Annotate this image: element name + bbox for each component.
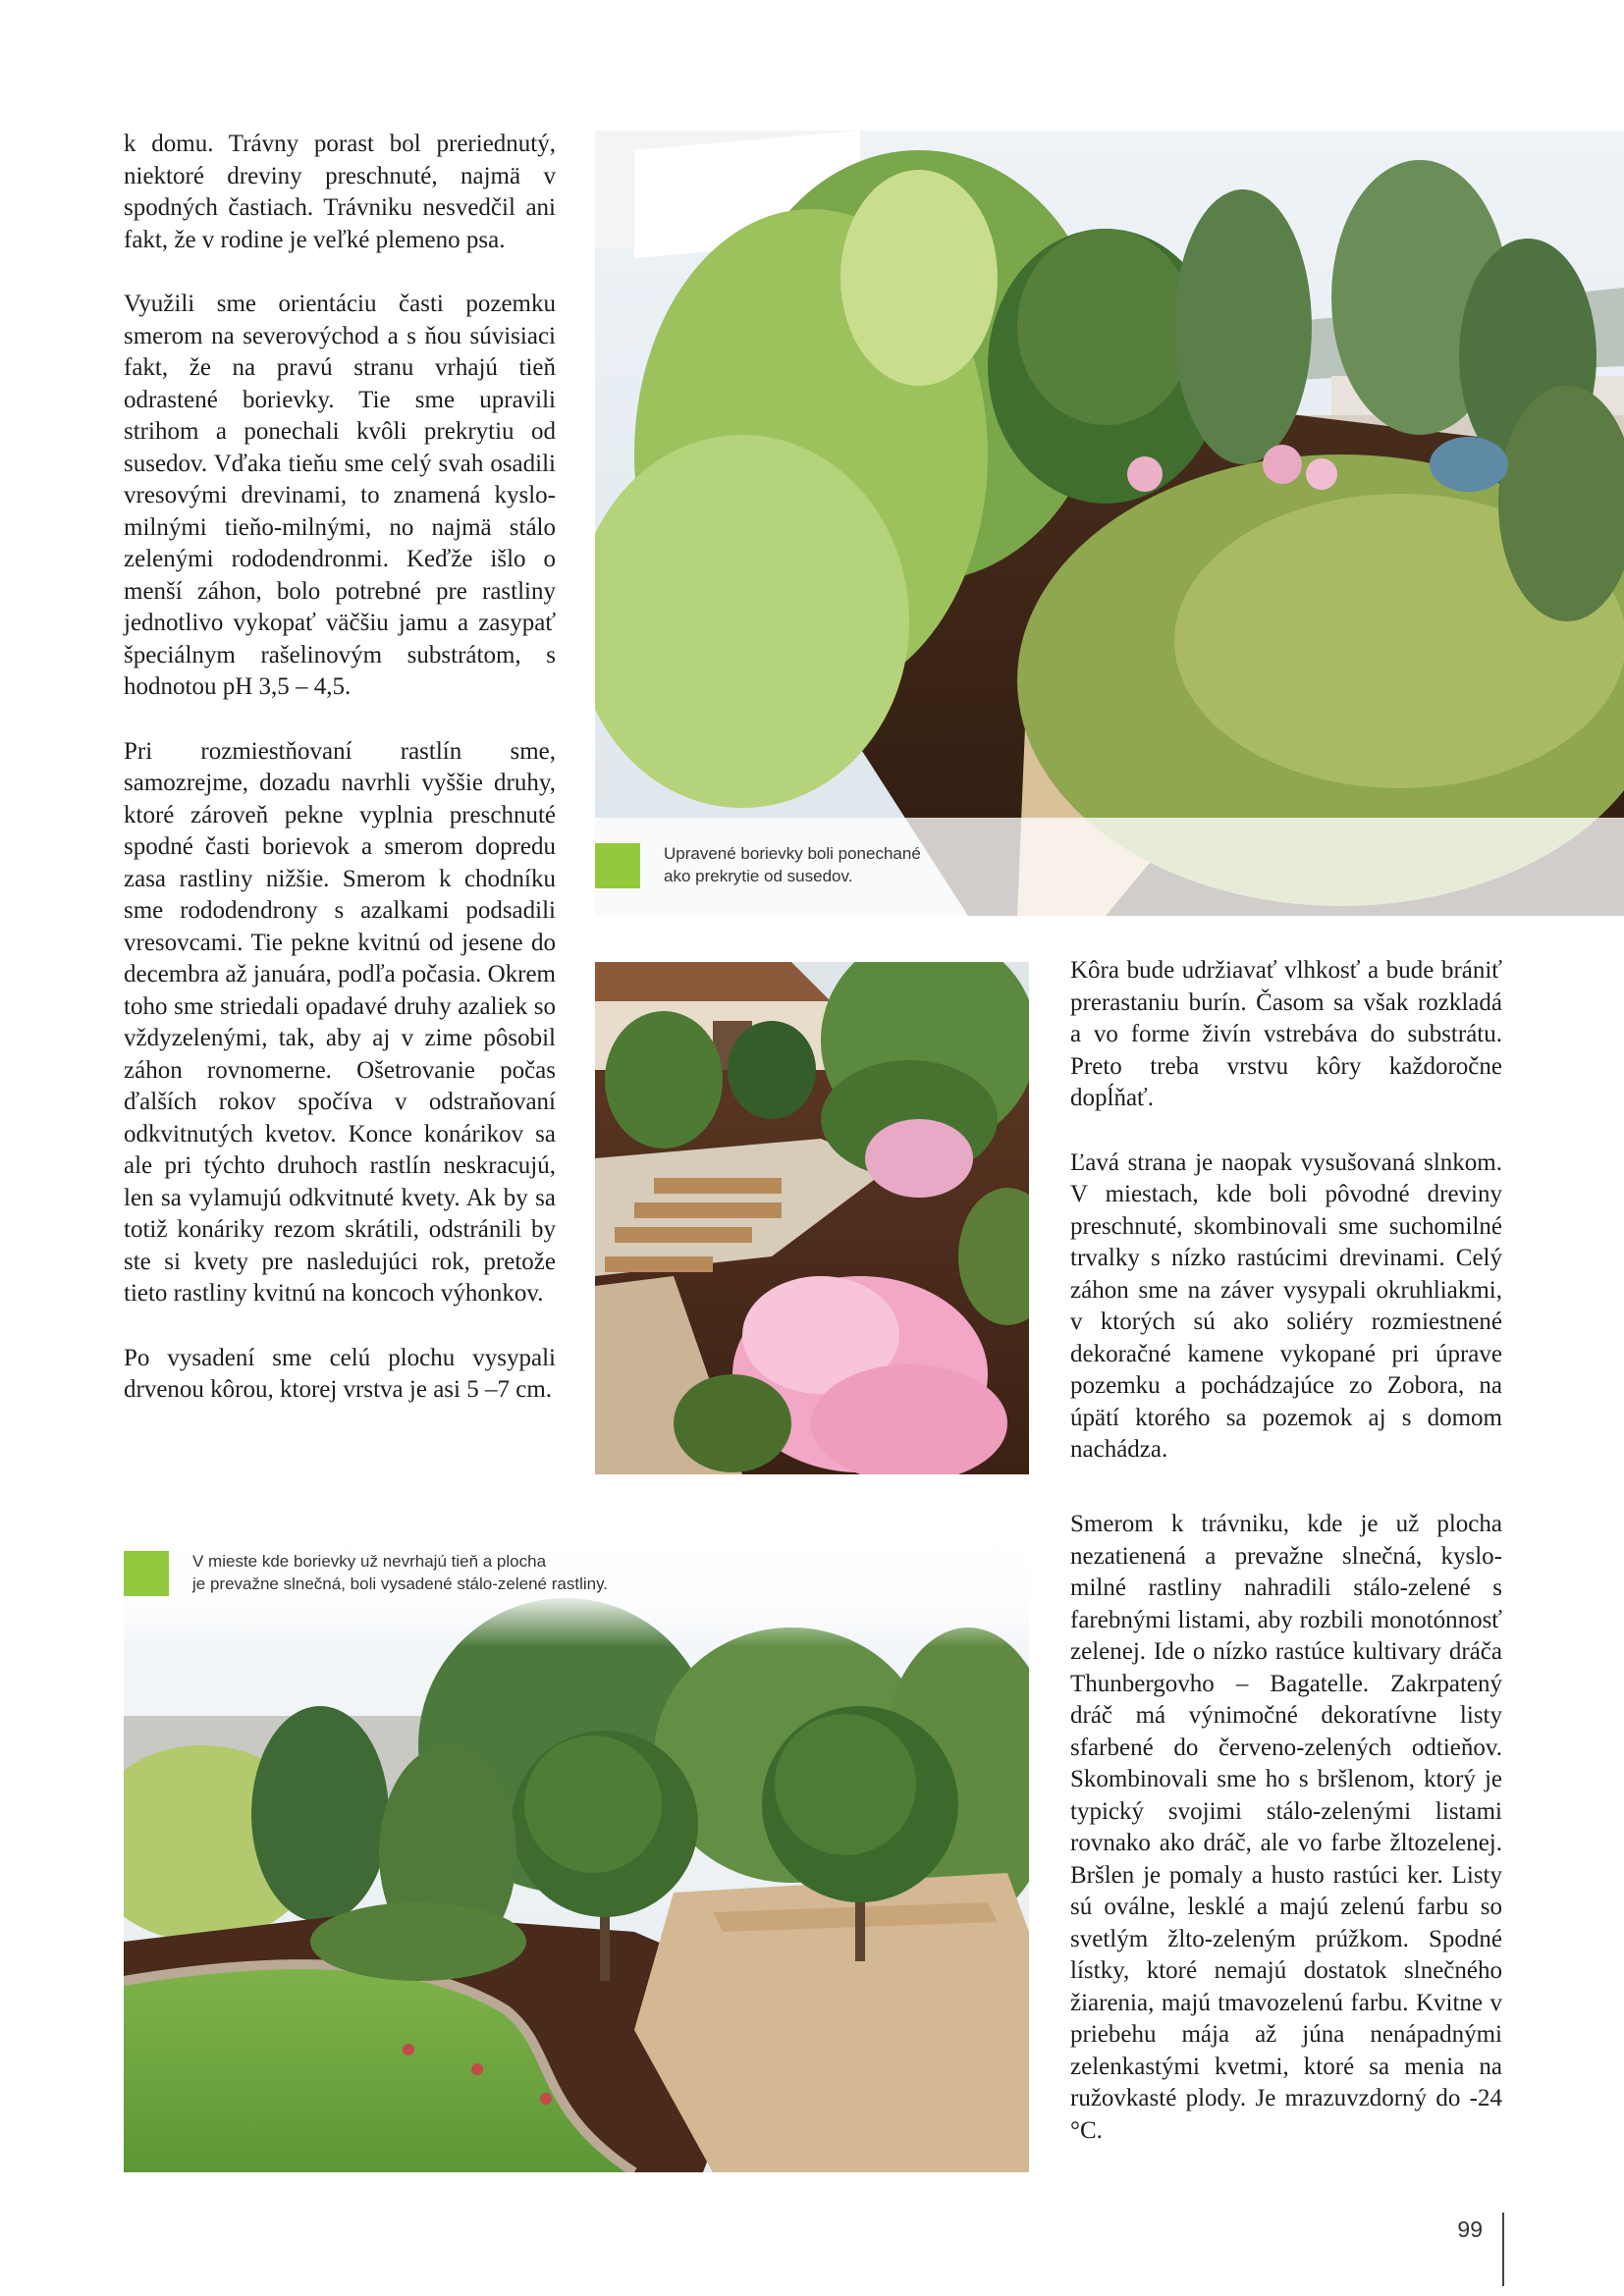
caption-marker (124, 1551, 169, 1596)
caption-text: Upravené borievky boli ponechané ako prekrytie od susedov. (664, 844, 921, 885)
paragraph: Využili sme orientáciu časti pozemku smerom na severovýchod a s ňou súvisiaci fakt, že na pravú stranu vrhajú tieň odrastené borievky. Tie sme upravili strihom a ponechali kvôli prekrytiu od susedov. Vďaka tieňu sme celý svah osadili vresovými drevinami, to znamená kyslo-milnými tieňo-milnými, no najmä stálo zelenými rododendronmi. Keďže išlo o menší záhon, bolo potrebné pre rastliny jednotlivo vykopať väčšiu jamu a zasypať špeciálnym rašelinovým substrátom, s hodnotou pH 3,5 – 4,5. (124, 291, 556, 700)
photo-caption (595, 818, 1624, 916)
photo-caption (124, 1520, 1029, 1647)
caption-marker (595, 843, 640, 888)
right-text-column-bottom (1070, 1509, 1502, 2147)
garden-photo-junipers (595, 131, 1624, 916)
paragraph: Pri rozmiestňovaní rastlín sme, samozrejme, dozadu navrhli vyššie druhy, ktoré zároveň pekne vyplnia preschnuté spodné časti borievok a smerom dopredu zasa rastliny nižšie. Smerom k chodníku sme rododendrony s azalkami podsadili vresovcami. Tie pekne kvitnú od jesene do decembra až januára, podľa počasia. Okrem toho sme striedali opadavé druhy azaliek so vždyzelenými, tak, aby aj v zime pôsobil záhon rovnomerne. Ošetrovanie počas ďalších rokov spočíva v odstraňovaní odkvitnutých kvetov. Konce konárikov sa ale pri týchto druhoch rastlín neskracujú, len sa vylamujú odkvitnuté kvety. Ak by sa totiž konáriky rezom skrátili, odstránili by ste si kvety pre nasledujúci rok, pretože tieto rastliny kvitnú na koncoch výhonkov. (124, 737, 556, 1307)
right-text-column-top (1070, 955, 1502, 1467)
garden-photo-rhododendron (595, 962, 1029, 1474)
left-text-column (124, 129, 556, 1407)
caption-text: V mieste kde borievky už nevrhajú tieň a plocha je prevažne slnečná, boli vysadené stálo-zelené rastliny. (192, 1552, 609, 1593)
page-number-divider (1502, 2213, 1504, 2286)
paragraph: Smerom k trávniku, kde je už plocha nezatienená a prevažne slnečná, kyslo-milné rastliny nahradili stálo-zelené s farebnými listami, aby rozbili monotónnosť zelenej. Ide o nízko rastúce kultivary dráča Thunbergovho – Bagatelle. Zakrpatený dráč má výnimočné dekoratívne listy sfarbené do červeno-zelených odtieňov. Skombinovali sme ho s bršlenom, ktorý je typický svojimi stálo-zelenými listami rovnako ako dráč, ale vo farbe žltozelenej. Bršlen je pomaly a husto rastúci ker. Listy sú oválne, lesklé a majú zelenú farbu so svetlým žlto-zeleným prúžkom. Spodné lístky, ktoré nemajú dostatok slnečného žiarenia, majú tmavozelenú farbu. Kvitne v priebehu mája až júna nenápadnými zelenkastými kvetmi, ktoré sa menia na ružovkasté plody. Je mrazuvzdorný do -24 °C. (1070, 1511, 1502, 2144)
paragraph: Ľavá strana je naopak vysušovaná slnkom. V miestach, kde boli pôvodné dreviny preschnuté, skombinovali sme suchomilné trvalky s nízko rastúcimi drevinami. Celý záhon sme na záver vysypali okruhliakmi, v ktorých sú ako soliéry rozmiestnené dekoračné kamene vykopané pri úprave pozemku a pochádzajúce zo Zobora, na úpätí ktorého sa pozemok aj s domom nachádza. (1070, 1148, 1502, 1463)
paragraph: Po vysadení sme celú plochu vysypali drvenou kôrou, ktorej vrstva je asi 5 –7 cm. (124, 1344, 556, 1403)
page-number: 99 (1457, 2216, 1483, 2242)
paragraph: k domu. Trávny porast bol preriednutý, niektoré dreviny preschnuté, najmä v spodných častiach. Trávniku nesvedčil ani fakt, že v rodine je veľké plemeno psa. (124, 131, 556, 253)
paragraph: Kôra bude udržiavať vlhkosť a bude brániť prerastaniu burín. Časom sa však rozkladá a vo forme živín vstrebáva do substrátu. Preto treba vrstvu kôry každoročne dopĺňať. (1070, 957, 1502, 1111)
